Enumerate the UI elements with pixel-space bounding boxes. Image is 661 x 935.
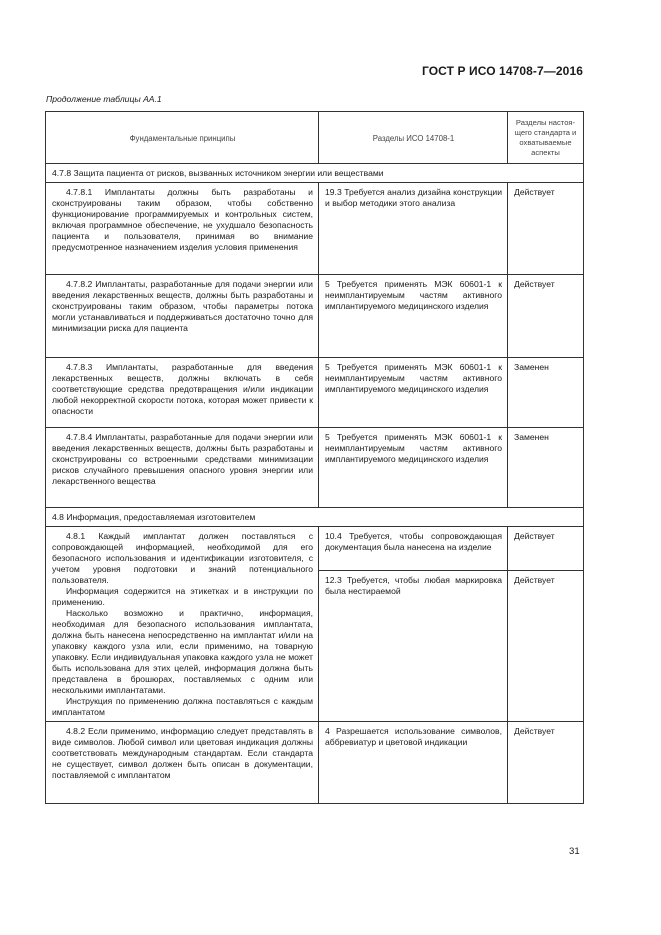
table-row xyxy=(46,358,584,428)
principle-paragraph: Информация содержится на этикетках и в инструкции по применению. xyxy=(52,586,313,607)
principle-paragraph: 4.8.1 Каждый имплантат должен поставляться с сопровождающей информацией, необходимой для его безопасного использования и идентификации изготовителя, с учетом уровня подготовки и знаний потенциального пользователя. xyxy=(52,531,313,585)
section-row xyxy=(46,508,584,527)
status-cell: Действует xyxy=(508,722,584,804)
status-cell: Действует xyxy=(508,183,584,275)
iso-clause-cell: 5 Требуется применять МЭК 60601-1 к неимплантируемым частям активного имплантируемого медицинского изделия xyxy=(319,275,508,358)
status-cell: Заменен xyxy=(508,358,584,428)
principle-cell: 4.7.8.3 Имплантаты, разработанные для введения лекарственных веществ, должны включать в себя соответствующие средства предотвращения и/или индикации любой некорректной скорости потока, которая может привести к опасности xyxy=(46,358,319,428)
table-caption: Продолжение таблицы АА.1 xyxy=(46,94,162,104)
table-row xyxy=(46,275,584,358)
column-header-iso-clauses: Разделы ИСО 14708-1 xyxy=(319,112,508,164)
requirements-table xyxy=(45,111,584,804)
iso-clause-cell: 5 Требуется применять МЭК 60601-1 к неимплантируемым частям активного имплантируемого медицинского изделия xyxy=(319,428,508,508)
document-designation: ГОСТ Р ИСО 14708-7—2016 xyxy=(421,64,583,78)
principle-paragraph: Инструкция по применению должна поставляться с каждым имплантатом xyxy=(52,696,313,717)
table-row xyxy=(46,428,584,508)
status-cell: Действует xyxy=(508,275,584,358)
status-cell: Действует xyxy=(508,571,584,722)
iso-clause-cell: 19.3 Требуется анализ дизайна конструкции и выбор методики этого анализа xyxy=(319,183,508,275)
principle-cell: 4.7.8.4 Имплантаты, разработанные для подачи энергии или введения лекарственных веществ, должны быть разработаны и сконструированы со встроенными средствами минимизации рисков случайного превышения опасного уровня энергии или лекарственного вещества xyxy=(46,428,319,508)
principle-cell xyxy=(46,527,319,722)
section-heading-4-8: 4.8 Информация, предоставляемая изготовителем xyxy=(46,508,584,527)
status-cell: Заменен xyxy=(508,428,584,508)
iso-clause-cell: 5 Требуется применять МЭК 60601-1 к неимплантируемым частям активного имплантируемого медицинского изделия xyxy=(319,358,508,428)
table-header-row xyxy=(46,112,584,164)
status-cell: Действует xyxy=(508,527,584,571)
table-row xyxy=(46,527,584,571)
principle-paragraph: Насколько возможно и практично, информация, необходимая для безопасного использования имплантата, должна быть нанесена непосредственно на имплантат и/или на упаковку каждого узла или, если применимо, на товарную упаковку. Если индивидуальная упаковка каждого узла не может быть использована для этих целей, информация должна быть представлена в брошюрах, поставляемых с одним или несколькими имплантатами. xyxy=(52,608,313,695)
principle-cell: 4.7.8.1 Имплантаты должны быть разработаны и сконструированы таким образом, чтобы собственно функционирование программируемых и контрольных систем, включая программное обеспечение, не ухудшало безопасность пациента и пользователя, принимая во внимание предусмотренное назначением изделия условия применения xyxy=(46,183,319,275)
iso-clause-cell: 4 Разрешается использование символов, аббревиатур и цветовой индикации xyxy=(319,722,508,804)
column-header-principles: Фундаментальные принципы xyxy=(46,112,319,164)
principle-cell: 4.8.2 Если применимо, информацию следует представлять в виде символов. Любой символ или цветовая индикация должны соответствовать международным стандартам. Если стандарта не существует, символ должен быть описан в документации, поставляемой с имплантатом xyxy=(46,722,319,804)
page-number: 31 xyxy=(569,846,580,857)
column-header-standard-clauses: Разделы настоя-щего стандарта и охватываемые аспекты xyxy=(508,112,584,164)
section-heading-4-7-8: 4.7.8 Защита пациента от рисков, вызванных источником энергии или веществами xyxy=(46,164,584,183)
iso-clause-cell: 12.3 Требуется, чтобы любая маркировка была нестираемой xyxy=(319,571,508,722)
table-row xyxy=(46,183,584,275)
iso-clause-cell: 10.4 Требуется, чтобы сопровождающая документация была нанесена на изделие xyxy=(319,527,508,571)
principle-cell: 4.7.8.2 Имплантаты, разработанные для подачи энергии или введения лекарственных веществ, должны быть разработаны и сконструированы таким образом, чтобы параметры потока могли устанавливаться и поддерживаться достаточно точно для минимизации риска для пациента xyxy=(46,275,319,358)
table-row xyxy=(46,722,584,804)
section-row xyxy=(46,164,584,183)
